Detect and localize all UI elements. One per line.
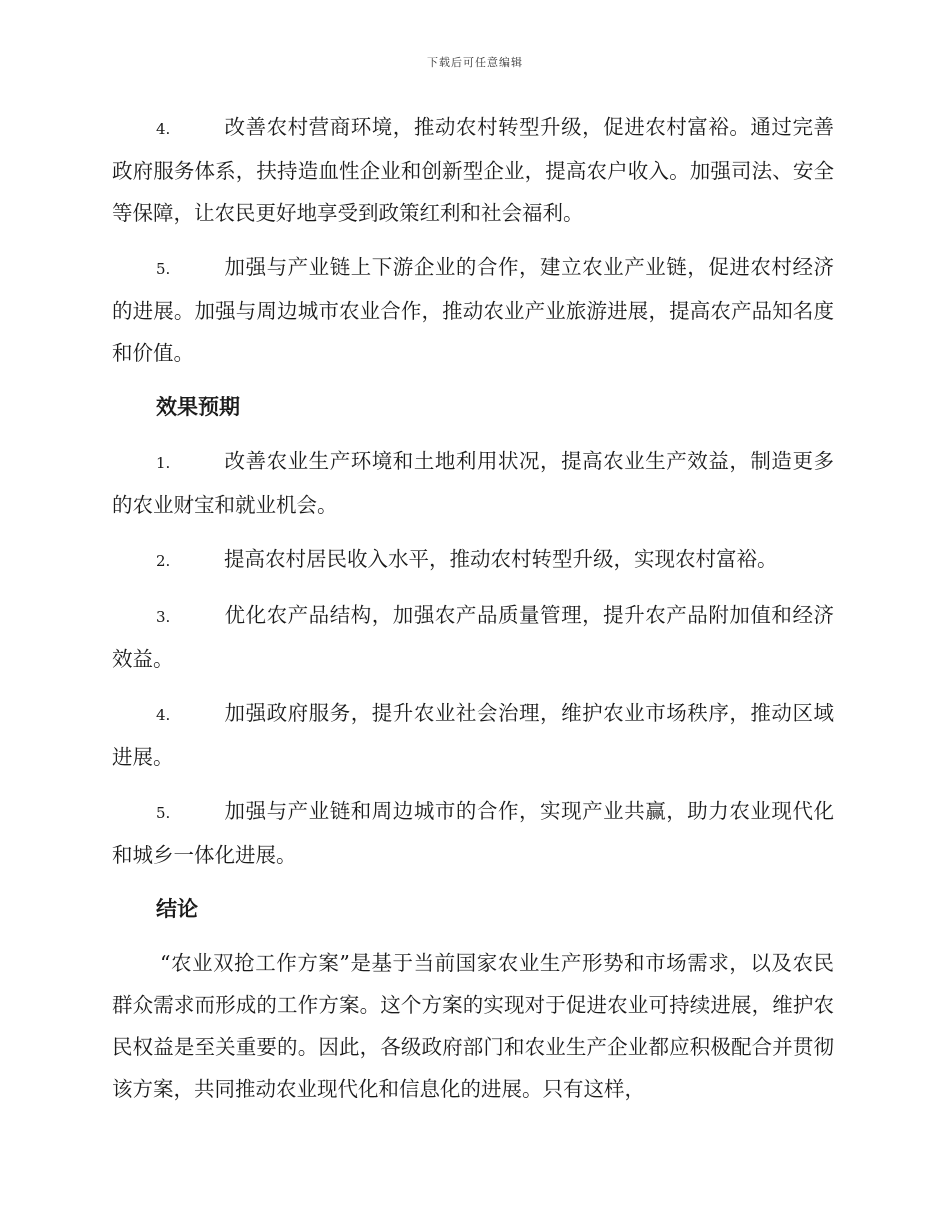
list-item-text: 提高农村居民收入水平，推动农村转型升级，实现农村富裕。 xyxy=(224,547,778,571)
list-item-text: 改善农业生产环境和土地利用状况，提高农业生产效益，制造更多的农业财宝和就业机会。 xyxy=(112,449,834,517)
list-item-number: 5. xyxy=(156,260,171,278)
list-item-text: 优化农产品结构，加强农产品质量管理，提升农产品附加值和经济效益。 xyxy=(112,603,834,671)
list-item-number: 3. xyxy=(156,608,171,626)
list-item xyxy=(112,790,834,876)
list-item-number: 4. xyxy=(156,120,171,138)
list-item-number: 2. xyxy=(156,552,171,570)
section-heading-conclusion: 结论 xyxy=(156,896,198,921)
list-item-text: 改善农村营商环境，推动农村转型升级，促进农村富裕。通过完善政府服务体系，扶持造血性企业和创新型企业，提高农户收入。加强司法、安全等保障，让农民更好地享受到政策红利和社会福利。 xyxy=(112,115,834,225)
section-heading-effects: 效果预期 xyxy=(156,394,240,419)
list-item xyxy=(112,246,834,374)
list-item-text: 加强政府服务，提升农业社会治理，维护农业市场秩序，推动区域进展。 xyxy=(112,701,834,769)
document-body xyxy=(112,106,834,1110)
list-item-text: 加强与产业链上下游企业的合作，建立农业产业链，促进农村经济的进展。加强与周边城市农业合作，推动农业产业旅游进展，提高农产品知名度和价值。 xyxy=(112,255,834,365)
list-item xyxy=(112,692,834,778)
list-item-number: 1. xyxy=(156,454,171,472)
list-item-number: 4. xyxy=(156,706,171,724)
list-item-text: 加强与产业链和周边城市的合作，实现产业共赢，助力农业现代化和城乡一体化进展。 xyxy=(112,799,834,867)
list-item xyxy=(112,594,834,680)
list-item xyxy=(112,538,834,582)
list-item xyxy=(112,440,834,526)
page-header: 下载后可任意编辑 xyxy=(427,56,523,69)
list-item-number: 5. xyxy=(156,804,171,822)
conclusion-paragraph: “农业双抢工作方案”是基于当前国家农业生产形势和市场需求，以及农民群众需求而形成的工作方案。这个方案的实现对于促进农业可持续进展，维护农民权益是至关重要的。因此，各级政府部门和农业生产企业都应积极配合并贯彻该方案，共同推动农业现代化和信息化的进展。只有这样， xyxy=(112,951,834,1101)
list-item xyxy=(112,106,834,234)
